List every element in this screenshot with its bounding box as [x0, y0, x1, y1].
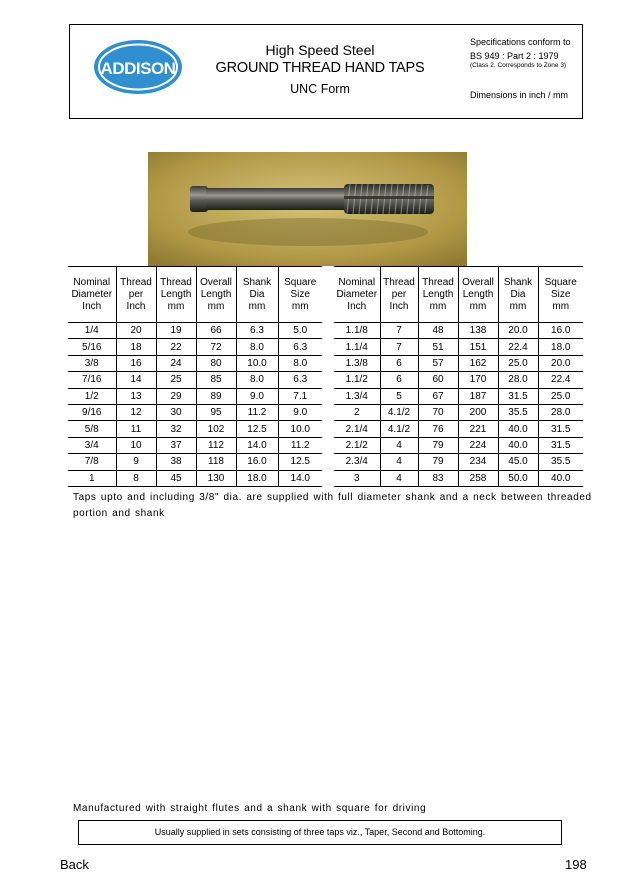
- table-cell: 40.0: [498, 437, 538, 453]
- table-cell: 1.1/8: [334, 323, 380, 339]
- table-cell: 31.5: [538, 437, 583, 453]
- table-left: [68, 266, 322, 487]
- table-cell: 7/16: [68, 372, 116, 388]
- table-cell: 45.0: [498, 454, 538, 470]
- table-row: [68, 454, 322, 470]
- tap-shank: [206, 188, 346, 210]
- table-cell: 32: [156, 421, 196, 437]
- table-cell: 13: [116, 388, 156, 404]
- table-cell: 1/2: [68, 388, 116, 404]
- table-row: [334, 372, 583, 388]
- table-cell: 2: [334, 404, 380, 420]
- col-header-nominal-diameter: Nominal Diameter Inch: [71, 277, 113, 312]
- spec-label: Specifications conform to: [470, 37, 571, 47]
- table-cell: 8: [116, 470, 156, 486]
- table-row: [334, 355, 583, 371]
- table-cell: 5.0: [278, 323, 322, 339]
- table-cell: 4: [380, 470, 418, 486]
- table-cell: 31.5: [538, 421, 583, 437]
- table-cell: 22: [156, 339, 196, 355]
- addison-logo: [92, 38, 184, 96]
- table-cell: 24: [156, 355, 196, 371]
- table-cell: 10.0: [236, 355, 278, 371]
- table-cell: 2.3/4: [334, 454, 380, 470]
- table-cell: 1.3/4: [334, 388, 380, 404]
- table-cell: 5: [380, 388, 418, 404]
- table-cell: 112: [196, 437, 236, 453]
- table-cell: 6.3: [278, 372, 322, 388]
- tap-photo: [148, 152, 467, 266]
- table-cell: 48: [418, 323, 458, 339]
- title-form: UNC Form: [290, 82, 350, 96]
- table-cell: 12: [116, 404, 156, 420]
- table-cell: 16: [116, 355, 156, 371]
- manufacture-note: Manufactured with straight flutes and a shank with square for driving: [73, 803, 427, 814]
- table-cell: 14: [116, 372, 156, 388]
- table-cell: 151: [458, 339, 498, 355]
- table-row: [68, 421, 322, 437]
- table-cell: 2.1/2: [334, 437, 380, 453]
- table-cell: 224: [458, 437, 498, 453]
- table-row: [334, 421, 583, 437]
- title-material: High Speed Steel: [265, 42, 375, 58]
- back-link[interactable]: Back: [60, 857, 89, 872]
- table-row: [68, 355, 322, 371]
- table-cell: 50.0: [498, 470, 538, 486]
- table-cell: 85: [196, 372, 236, 388]
- shank-note: Taps upto and including 3/8" dia. are supplied with full diameter shank and a neck between threaded portion and shank: [73, 492, 592, 519]
- logo-text: ADDISON: [100, 59, 176, 78]
- table-cell: 3/8: [68, 355, 116, 371]
- col-header-thread-length: Thread Length mm: [156, 267, 196, 323]
- table-row: [68, 372, 322, 388]
- table-row: [334, 454, 583, 470]
- table-row: [68, 323, 322, 339]
- table-cell: 5/8: [68, 421, 116, 437]
- table-cell: 72: [196, 339, 236, 355]
- table-cell: 187: [458, 388, 498, 404]
- table-cell: 4: [380, 454, 418, 470]
- table-cell: 11.2: [236, 404, 278, 420]
- table-cell: 40.0: [498, 421, 538, 437]
- table-cell: 11: [116, 421, 156, 437]
- table-cell: 11.2: [278, 437, 322, 453]
- table-cell: 9.0: [236, 388, 278, 404]
- table-cell: 4: [380, 437, 418, 453]
- col-header-overall-length: Overall Length mm: [458, 267, 498, 323]
- table-cell: 9: [116, 454, 156, 470]
- col-header-shank-dia: Shank Dia mm: [498, 267, 538, 323]
- table-cell: 7: [380, 323, 418, 339]
- table-cell: 4.1/2: [380, 404, 418, 420]
- table-row: [68, 339, 322, 355]
- table-cell: 28.0: [538, 404, 583, 420]
- table-cell: 20.0: [498, 323, 538, 339]
- table-cell: 20: [116, 323, 156, 339]
- table-cell: 30: [156, 404, 196, 420]
- spec-class: (Class 2. Corresponds to Zone 3): [470, 62, 567, 69]
- table-cell: 258: [458, 470, 498, 486]
- table-cell: 7.1: [278, 388, 322, 404]
- table-row: [68, 470, 322, 486]
- table-cell: 18.0: [538, 339, 583, 355]
- table-row: [68, 404, 322, 420]
- table-cell: 51: [418, 339, 458, 355]
- table-row: [334, 339, 583, 355]
- table-cell: 118: [196, 454, 236, 470]
- table-cell: 6.3: [236, 323, 278, 339]
- table-cell: 28.0: [498, 372, 538, 388]
- table-cell: 8.0: [236, 372, 278, 388]
- tap-shadow: [188, 218, 428, 246]
- table-cell: 67: [418, 388, 458, 404]
- table-cell: 10.0: [278, 421, 322, 437]
- col-header-square-size: Square Size mm: [278, 267, 322, 323]
- table-cell: 162: [458, 355, 498, 371]
- table-cell: 8.0: [278, 355, 322, 371]
- table-cell: 35.5: [538, 454, 583, 470]
- table-cell: 10: [116, 437, 156, 453]
- table-cell: 14.0: [278, 470, 322, 486]
- table-cell: 25: [156, 372, 196, 388]
- col-header-square-size: Square Size mm: [538, 267, 583, 323]
- table-cell: 1.1/4: [334, 339, 380, 355]
- table-header-row: [334, 267, 583, 323]
- table-cell: 18: [116, 339, 156, 355]
- table-row: [334, 388, 583, 404]
- table-cell: 102: [196, 421, 236, 437]
- table-cell: 80: [196, 355, 236, 371]
- table-row: [334, 437, 583, 453]
- table-cell: 9/16: [68, 404, 116, 420]
- table-cell: 40.0: [538, 470, 583, 486]
- table-cell: 45: [156, 470, 196, 486]
- table-row: [334, 323, 583, 339]
- table-cell: 2.1/4: [334, 421, 380, 437]
- table-right: [334, 266, 583, 487]
- spec-standard: BS 949 : Part 2 : 1979: [470, 51, 559, 61]
- dimensions-unit: Dimensions in inch / mm: [470, 90, 569, 100]
- table-cell: 8.0: [236, 339, 278, 355]
- table-cell: 37: [156, 437, 196, 453]
- col-header-shank-dia: Shank Dia mm: [236, 267, 278, 323]
- table-cell: 138: [458, 323, 498, 339]
- table-cell: 16.0: [236, 454, 278, 470]
- col-header-thread-length: Thread Length mm: [418, 267, 458, 323]
- table-cell: 3: [334, 470, 380, 486]
- table-cell: 31.5: [498, 388, 538, 404]
- table-cell: 7: [380, 339, 418, 355]
- table-cell: 83: [418, 470, 458, 486]
- col-header-overall-length: Overall Length mm: [196, 267, 236, 323]
- table-cell: 1: [68, 470, 116, 486]
- table-row: [68, 388, 322, 404]
- table-cell: 6: [380, 355, 418, 371]
- table-cell: 221: [458, 421, 498, 437]
- table-cell: 200: [458, 404, 498, 420]
- table-cell: 79: [418, 454, 458, 470]
- table-row: [334, 404, 583, 420]
- table-cell: 89: [196, 388, 236, 404]
- table-cell: 3/4: [68, 437, 116, 453]
- table-cell: 79: [418, 437, 458, 453]
- col-header-nominal-diameter: Nominal Diameter Inch: [336, 277, 378, 312]
- table-cell: 6.3: [278, 339, 322, 355]
- col-header-thread-per-inch: Thread per Inch: [380, 267, 418, 323]
- table-cell: 29: [156, 388, 196, 404]
- table-cell: 38: [156, 454, 196, 470]
- table-cell: 60: [418, 372, 458, 388]
- page-title: GROUND THREAD HAND TAPS: [215, 60, 425, 76]
- table-cell: 12.5: [278, 454, 322, 470]
- table-cell: 35.5: [498, 404, 538, 420]
- table-cell: 7/8: [68, 454, 116, 470]
- table-cell: 22.4: [498, 339, 538, 355]
- table-cell: 19: [156, 323, 196, 339]
- table-cell: 234: [458, 454, 498, 470]
- table-cell: 66: [196, 323, 236, 339]
- table-cell: 170: [458, 372, 498, 388]
- col-header-thread-per-inch: Thread per Inch: [116, 267, 156, 323]
- table-row: [68, 437, 322, 453]
- table-cell: 1.3/8: [334, 355, 380, 371]
- table-cell: 12.5: [236, 421, 278, 437]
- table-cell: 70: [418, 404, 458, 420]
- table-cell: 57: [418, 355, 458, 371]
- table-cell: 5/16: [68, 339, 116, 355]
- table-cell: 22.4: [538, 372, 583, 388]
- table-cell: 6: [380, 372, 418, 388]
- table-cell: 95: [196, 404, 236, 420]
- page-number: 198: [565, 857, 587, 872]
- table-cell: 25.0: [538, 388, 583, 404]
- sets-note-box: Usually supplied in sets consisting of three taps viz., Taper, Second and Bottoming.: [78, 820, 562, 845]
- table-cell: 18.0: [236, 470, 278, 486]
- tap-square-end: [190, 186, 208, 212]
- table-row: [334, 470, 583, 486]
- table-cell: 25.0: [498, 355, 538, 371]
- table-cell: 9.0: [278, 404, 322, 420]
- table-cell: 14.0: [236, 437, 278, 453]
- table-cell: 20.0: [538, 355, 583, 371]
- table-header-row: [68, 267, 322, 323]
- table-cell: 16.0: [538, 323, 583, 339]
- tap-flute: [344, 196, 434, 199]
- table-cell: 4.1/2: [380, 421, 418, 437]
- table-cell: 76: [418, 421, 458, 437]
- table-cell: 1/4: [68, 323, 116, 339]
- table-cell: 130: [196, 470, 236, 486]
- table-cell: 1.1/2: [334, 372, 380, 388]
